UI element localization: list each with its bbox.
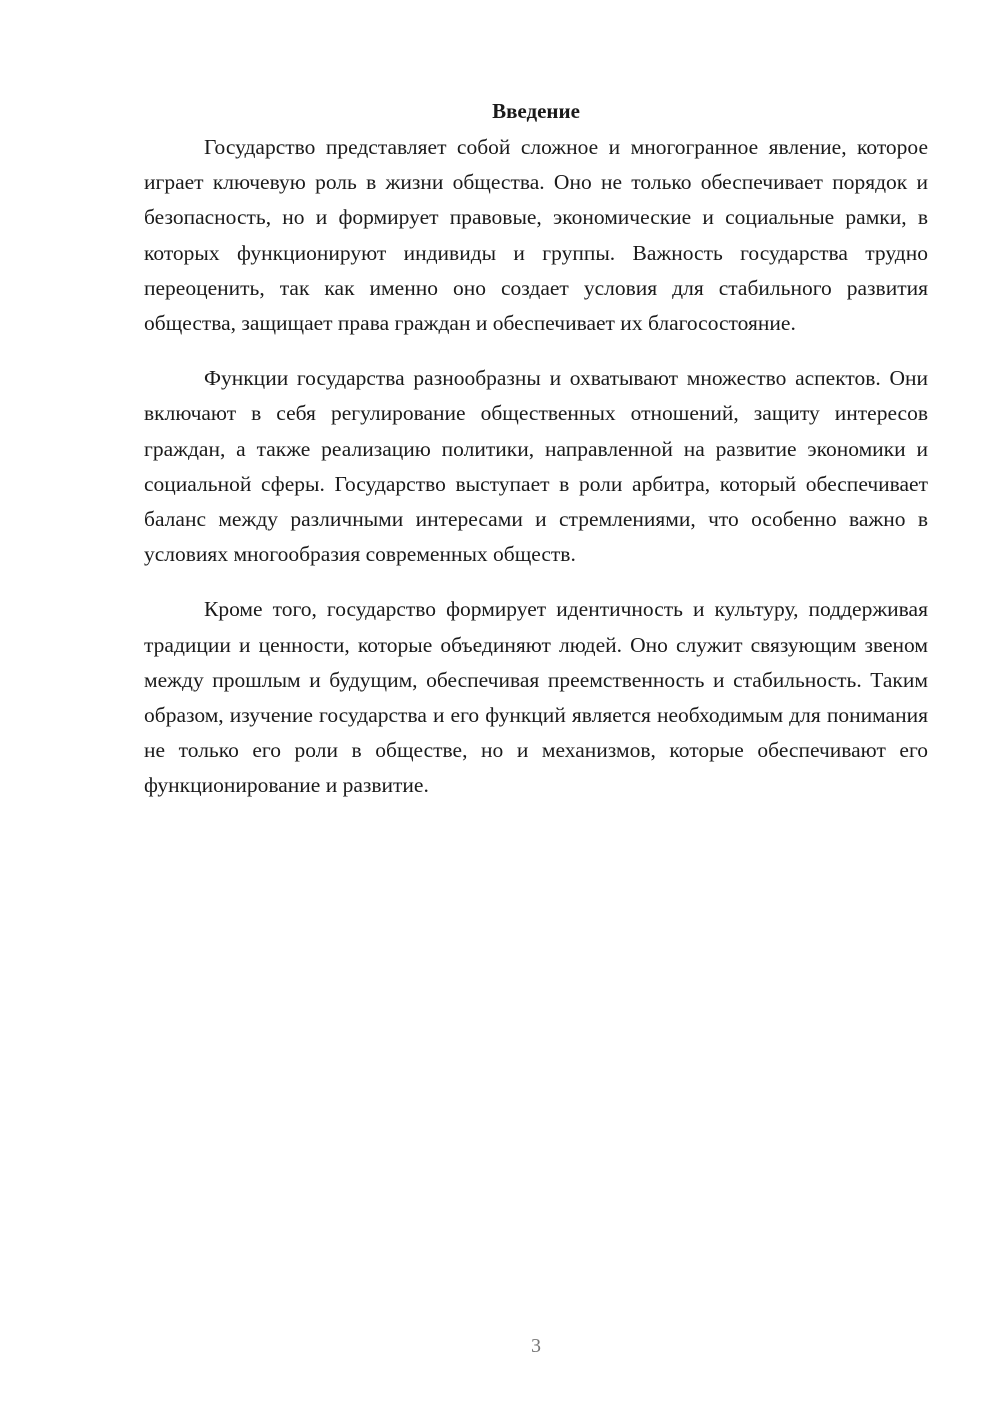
paragraph-3: Кроме того, государство формирует идентичность и культуру, поддерживая традиции и ценности, которые объединяют людей. Оно служит связующим звеном между прошлым и будущим, обеспечивая преемственность и стабильность. Таким образом, изучение государства и его функций является необходимым для понимания не только его роли в обществе, но и механизмов, которые обеспечивают его функционирование и развитие. — [144, 597, 928, 798]
page-number: 3 — [531, 1335, 541, 1357]
page-content — [144, 94, 928, 804]
paragraph-2: Функции государства разнообразны и охватывают множество аспектов. Они включают в себя регулирование общественных отношений, защиту интересов граждан, а также реализацию политики, направленной на развитие экономики и социальной сферы. Государство выступает в роли арбитра, который обеспечивает баланс между различными интересами и стремлениями, что особенно важно в условиях многообразия современных обществ. — [144, 366, 928, 567]
section-title: Введение — [492, 99, 580, 123]
paragraph-1: Государство представляет собой сложное и многогранное явление, которое играет ключевую роль в жизни общества. Оно не только обеспечивает порядок и безопасность, но и формирует правовые, экономические и социальные рамки, в которых функционируют индивиды и группы. Важность государства трудно переоценить, так как именно оно создает условия для стабильного развития общества, защищает права граждан и обеспечивает их благосостояние. — [144, 135, 928, 336]
